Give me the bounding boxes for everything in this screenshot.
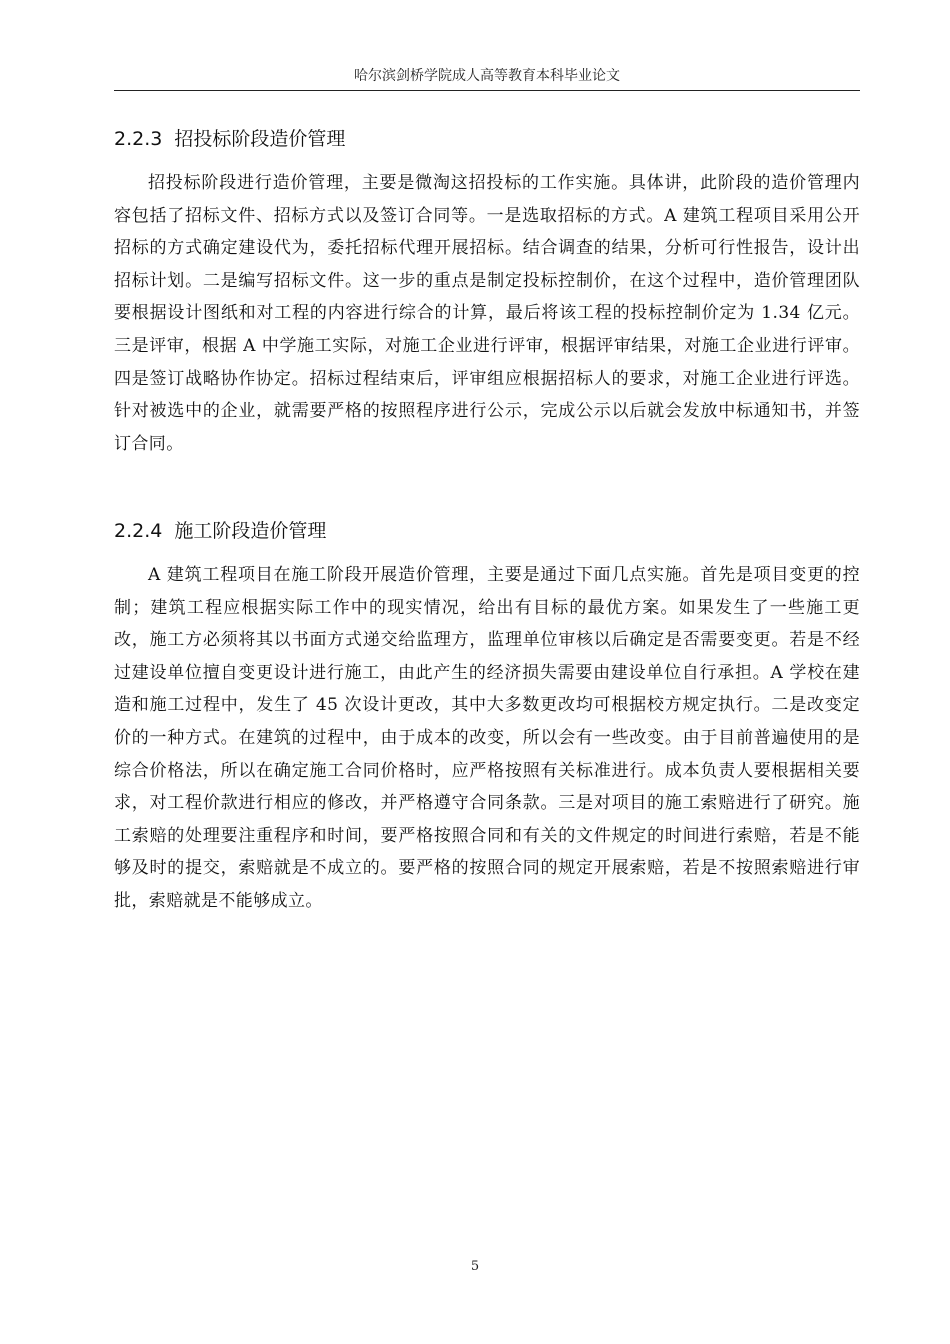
body-paragraph-bidding: 招投标阶段进行造价管理，主要是微淘这招投标的工作实施。具体讲，此阶段的造价管理内容包括了招标文件、招标方式以及签订合同等。一是选取招标的方式。A 建筑工程项目采用公开招标的方式确定建设代为，委托招标代理开展招标。结合调查的结果，分析可行性报告，设计出招标计划。二是编写招标文件。这一步的重点是制定投标控制价，在这个过程中，造价管理团队要根据设计图纸和对工程的内容进行综合的计算，最后将该工程的投标控制价定为 1.34 亿元。三是评审，根据 A 中学施工实际，对施工企业进行评审，根据评审结果，对施工企业进行评审。四是签订战略协作协定。招标过程结束后，评审组应根据招标人的要求，对施工企业进行评选。针对被选中的企业，就需要严格的按照程序进行公示，完成公示以后就会发放中标通知书，并签订合同。 <box>114 173 860 454</box>
section-number: 2.2.4 <box>114 520 163 542</box>
body-paragraph-construction: A 建筑工程项目在施工阶段开展造价管理，主要是通过下面几点实施。首先是项目变更的控制；建筑工程应根据实际工作中的现实情况，给出有目标的最优方案。如果发生了一些施工更改，施工方必须将其以书面方式递交给监理方，监理单位审核以后确定是否需要变更。若是不经过建设单位擅自变更设计进行施工，由此产生的经济损失需要由建设单位自行承担。A 学校在建造和施工过程中，发生了 45 次设计更改，其中大多数更改均可根据校方规定执行。二是改变定价的一种方式。在建筑的过程中，由于成本的改变，所以会有一些改变。由于目前普遍使用的是综合价格法，所以在确定施工合同价格时，应严格按照有关标准进行。成本负责人要根据相关要求，对工程价款进行相应的修改，并严格遵守合同条款。三是对项目的施工索赔进行了研究。施工索赔的处理要注重程序和时间，要严格按照合同和有关的文件规定的时间进行索赔，若是不能够及时的提交，索赔就是不成立的。要严格的按照合同的规定开展索赔，若是不按照索赔进行审批，索赔就是不能够成立。 <box>114 565 860 911</box>
section-title: 招投标阶段造价管理 <box>174 128 346 150</box>
section-heading-2-2-3 <box>114 126 860 152</box>
running-header: 哈尔滨剑桥学院成人高等教育本科毕业论文 <box>114 66 860 91</box>
section-title: 施工阶段造价管理 <box>174 520 327 542</box>
section-number: 2.2.3 <box>114 128 163 150</box>
page-number: 5 <box>470 1259 480 1274</box>
section-heading-2-2-4 <box>114 518 860 544</box>
